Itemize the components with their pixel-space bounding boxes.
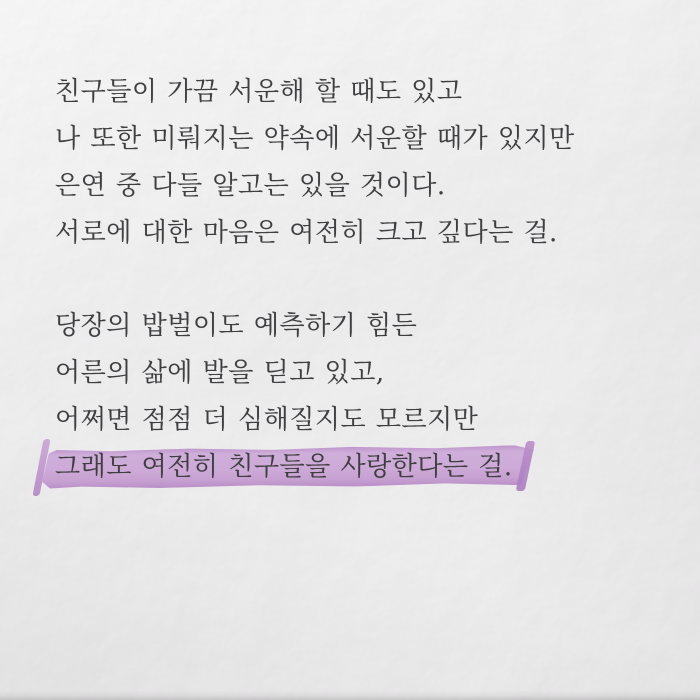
poem-line-highlighted-container [55, 441, 575, 488]
poem-stanza-2 [55, 300, 575, 488]
poem-stanza-1 [55, 66, 575, 254]
stanza-gap [55, 254, 575, 300]
poem-line: 나 또한 미뤄지는 약속에 서운할 때가 있지만 [55, 124, 575, 154]
poem-line: 어른의 삶에 발을 딛고 있고, [55, 358, 385, 388]
poem-line: 어쩌면 점점 더 심해질지도 모르지만 [55, 405, 479, 435]
poem-line-highlighted: 그래도 여전히 친구들을 사랑한다는 걸. [55, 452, 513, 482]
poem-text-block [55, 66, 575, 488]
poem-line: 친구들이 가끔 서운해 할 때도 있고 [55, 77, 463, 107]
poem-line: 당장의 밥벌이도 예측하기 힘든 [55, 311, 418, 341]
poem-line: 은연 중 다들 알고는 있을 것이다. [55, 171, 446, 201]
poem-line: 서로에 대한 마음은 여전히 크고 깊다는 걸. [55, 218, 558, 248]
paper-bottom-edge-shadow [0, 690, 700, 700]
